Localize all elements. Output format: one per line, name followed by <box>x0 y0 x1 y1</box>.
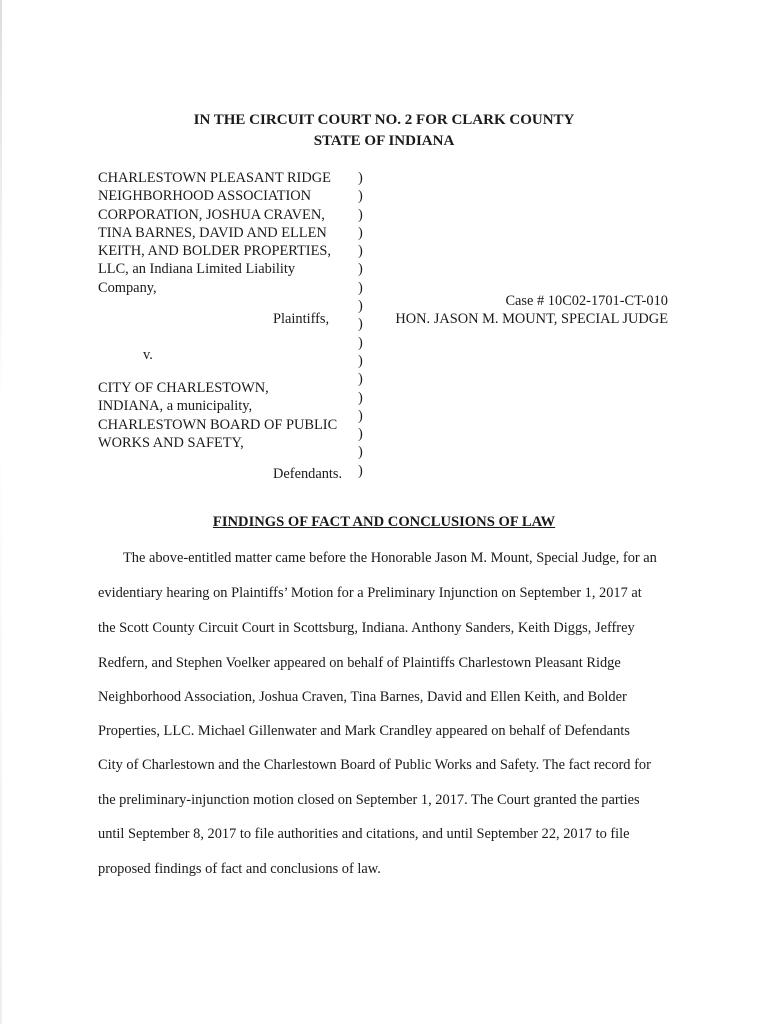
body-line: Neighborhood Association, Joshua Craven, Tina Barnes, David and Ellen Keith, and Bolder <box>98 689 627 705</box>
paren: ) <box>358 224 363 241</box>
body-line: proposed findings of fact and conclusions of law. <box>98 861 381 877</box>
plaintiff-line: KEITH, AND BOLDER PROPERTIES, <box>98 243 331 260</box>
plaintiff-line: LLC, an Indiana Limited Liability <box>98 261 296 278</box>
paren: ) <box>358 316 363 333</box>
paren: ) <box>358 206 363 223</box>
body-line: the preliminary-injunction motion closed on September 1, 2017. The Court granted the parties <box>98 792 640 808</box>
paren: ) <box>358 462 363 479</box>
paren: ) <box>358 389 363 406</box>
defendants-names <box>98 379 348 452</box>
defendant-line: CITY OF CHARLESTOWN, <box>98 380 269 396</box>
paren: ) <box>358 334 363 351</box>
paren: ) <box>358 444 363 461</box>
body-line: evidentiary hearing on Plaintiffs’ Motion for a Preliminary Injunction on September 1, 2017 at <box>98 585 642 601</box>
body-line: Properties, LLC. Michael Gillenwater and Mark Crandley appeared on behalf of Defendants <box>98 723 630 739</box>
paren: ) <box>358 279 363 296</box>
court-title: IN THE CIRCUIT COURT NO. 2 FOR CLARK COUNTY <box>193 112 575 128</box>
body-line: the Scott County Circuit Court in Scottsburg, Indiana. Anthony Sanders, Keith Diggs, Jeffrey <box>98 620 635 636</box>
defendant-line: INDIANA, a municipality, <box>98 398 253 415</box>
findings-heading: FINDINGS OF FACT AND CONCLUSIONS OF LAW <box>212 514 556 530</box>
court-state: STATE OF INDIANA <box>313 133 455 149</box>
case-number: Case # 10C02-1701-CT-010 <box>505 293 668 309</box>
plaintiff-line: NEIGHBORHOOD ASSOCIATION <box>98 188 312 205</box>
body-line: until September 8, 2017 to file authorities and citations, and until September 22, 2017 to file <box>98 826 630 842</box>
plaintiff-line: CORPORATION, JOSHUA CRAVEN, <box>98 206 325 223</box>
paren: ) <box>358 407 363 424</box>
paren: ) <box>358 188 363 205</box>
plaintiff-line: TINA BARNES, DAVID AND ELLEN <box>98 224 327 241</box>
paren: ) <box>358 352 363 369</box>
paren: ) <box>358 426 363 443</box>
paren: ) <box>358 298 363 315</box>
scan-edge <box>0 0 2 1024</box>
paren: ) <box>358 261 363 278</box>
versus-label: v. <box>143 347 153 363</box>
body-line: The above-entitled matter came before the Honorable Jason M. Mount, Special Judge, for an <box>123 550 657 566</box>
paren: ) <box>358 371 363 388</box>
plaintiff-line: CHARLESTOWN PLEASANT RIDGE <box>98 170 331 186</box>
defendant-line: CHARLESTOWN BOARD OF PUBLIC <box>98 416 338 433</box>
judge-name: HON. JASON M. MOUNT, SPECIAL JUDGE <box>395 311 668 327</box>
body-line: City of Charlestown and the Charlestown Board of Public Works and Safety. The fact record for <box>98 757 651 773</box>
caption-parentheses <box>358 169 363 480</box>
paren: ) <box>358 243 363 260</box>
defendants-label: Defendants. <box>273 466 343 482</box>
body-line: Redfern, and Stephen Voelker appeared on behalf of Plaintiffs Charlestown Pleasant Ridge <box>98 655 621 671</box>
defendant-line: WORKS AND SAFETY, <box>98 434 244 451</box>
plaintiff-line: Company, <box>98 279 157 296</box>
plaintiffs-names <box>98 169 348 297</box>
plaintiffs-label: Plaintiffs, <box>273 311 330 327</box>
paren: ) <box>358 170 363 186</box>
